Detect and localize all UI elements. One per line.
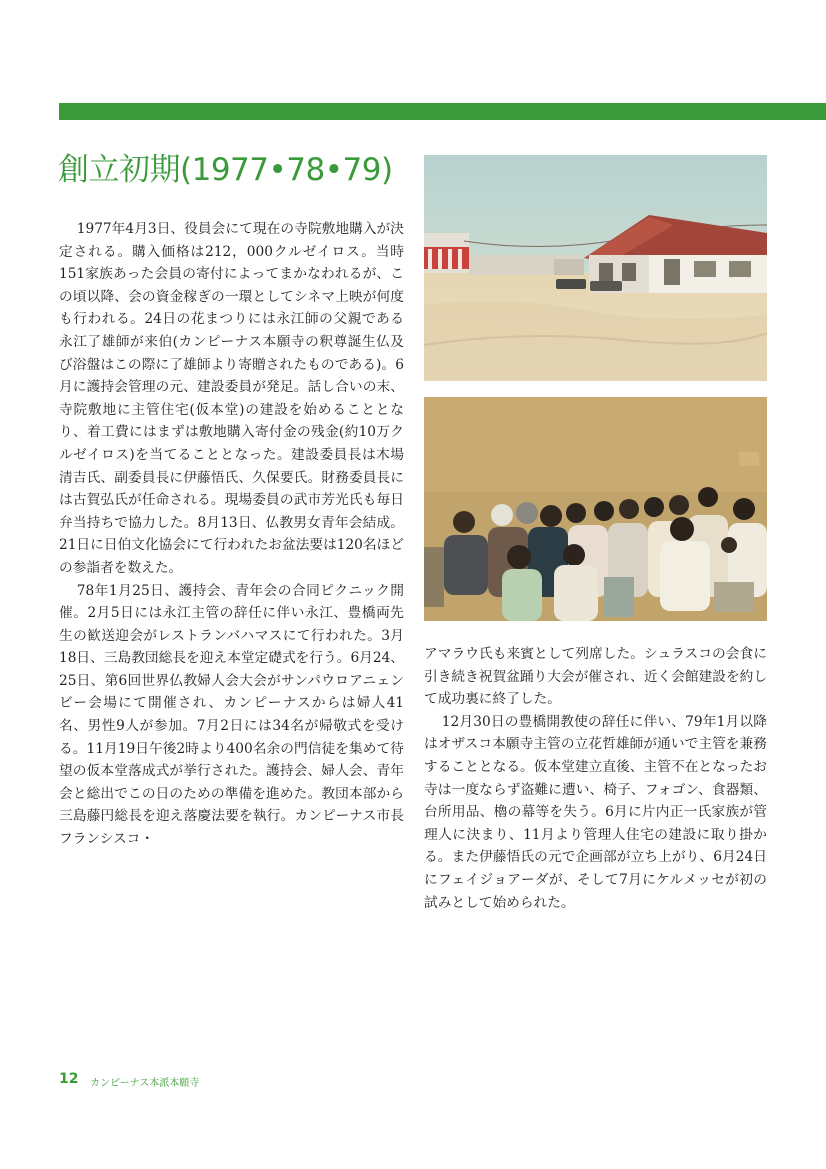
- page-title: 創立初期(1977•78•79): [58, 152, 393, 188]
- article-paragraph: アマラウ氏も来賓として列席した。シュラスコの会食に引き続き祝賀盆踊り大会が催され、近く会館建設を約して成功裏に終了した。: [424, 646, 768, 708]
- article-paragraph: 1977年4月3日、役員会にて現在の寺院敷地購入が決定される。購入価格は212，000クルゼイロス。当時151家族あった会員の寄付によってまかなわれるが、この頃以降、会の資金稼ぎの一環としてシネマ上映が何度も行われる。24日の花まつりには永江師の父親である永江了雄師が来伯(カンピーナス本願寺の釈尊誕生仏及び浴盤はこの際に了雄師より寄贈されたものである)。6月に護持会管理の元、建設委員が発足。話し合いの末、寺院敷地に主管住宅(仮本堂)の建設を始めることとなり、着工費にはまずは敷地購入寄付金の残金(約10万クルゼイロス)を当てることとなった。建設委員長は木場清吉氏、副委員長に伊藤悟氏、久保要氏。財務委員長には古賀弘氏が任命される。現場委員の武市芳光氏も毎日弁当持ちで協力した。8月13日、仏教男女青年会結成。21日に日伯文化協会にて行われたお盆法要は120名ほどの参詣者を数えた。: [59, 221, 404, 576]
- temple-building-photo: [424, 155, 767, 381]
- gathering-photo: [424, 397, 767, 621]
- article-column-left: [59, 218, 404, 851]
- gathering-photo-icon: [424, 397, 767, 621]
- article-paragraph: 78年1月25日、護持会、青年会の合同ピクニック開催。2月5日には永江主管の辞任に伴い永江、豊橋両先生の歓送迎会がレストランバハマスにて行われた。3月18日、三島教団総長を迎え本堂定礎式を行う。6月24、25日、第6回世界仏教婦人会大会がサンパウロアニェンビー会場にて開催され、カンピーナスからは婦人41名、男性9人が参加。7月2日には34名が帰敬式を受ける。11月19日午後2時より400名余の門信徒を集めて待望の仮本堂落成式が挙行された。護持会、婦人会、青年会と総出でこの日のための準備を進めた。教団本部から三島藤円総長を迎え落慶法要を執行。カンピーナス市長フランシスコ・: [59, 582, 404, 848]
- building-photo-icon: [424, 155, 767, 381]
- article-column-right: [424, 643, 767, 914]
- publication-name: カンピーナス本派本願寺: [90, 1078, 200, 1089]
- page-number: 12: [59, 1071, 79, 1087]
- header-accent-bar: [59, 103, 826, 120]
- article-paragraph: 12月30日の豊橋開教使の辞任に伴い、79年1月以降はオザスコ本願寺主管の立花哲雄師が通いで主管を兼務することとなる。仮本堂建立直後、主管不在となったお寺は一度ならず盗難に遭い、椅子、フォゴン、食器類、台所用品、櫓の幕等を失う。6月に片内正一氏家族が管理人に決まり、11月より管理人住宅の建設に取り掛かる。また伊藤悟氏の元で企画部が立ち上がり、6月24日にフェイジョアーダが、そして7月にケルメッセが初の試みとして始められた。: [424, 713, 767, 911]
